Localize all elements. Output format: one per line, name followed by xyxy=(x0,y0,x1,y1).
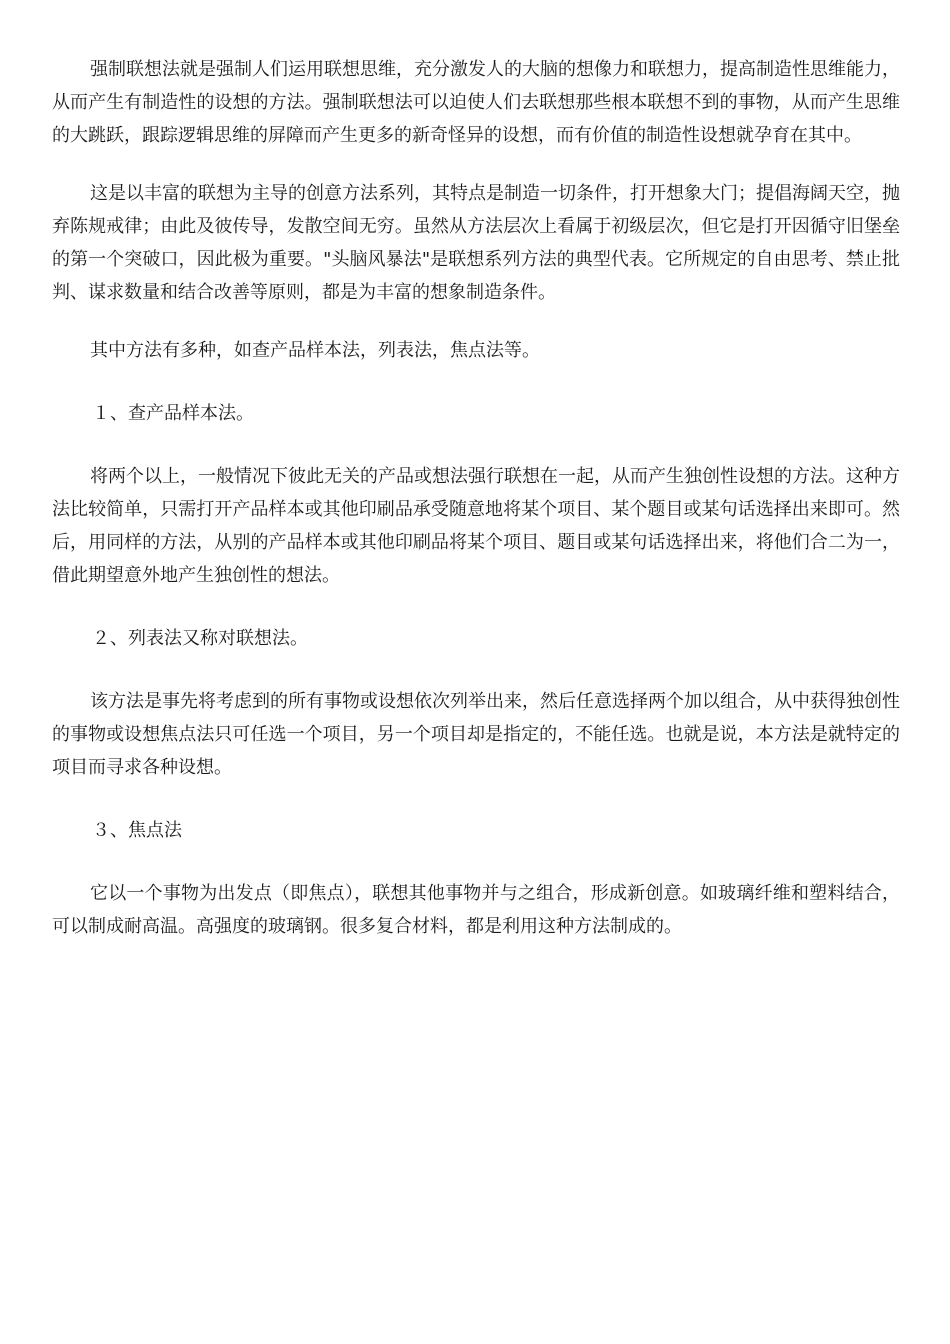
section-heading-list-method: ２、列表法又称对联想法。 xyxy=(92,628,308,649)
paragraph-methods-overview: 其中方法有多种，如查产品样本法，列表法，焦点法等。 xyxy=(90,340,540,361)
section-heading-focus-method: ３、焦点法 xyxy=(92,820,182,841)
section-body-product-sample: 将两个以上，一般情况下彼此无关的产品或想法强行联想在一起，从而产生独创性设想的方法。这种方法比较简单，只需打开产品样本或其他印刷品承受随意地将某个项目、某个题目或某句话选择出来即可。然后，用同样的方法，从别的产品样本或其他印刷品将某个项目、题目或某句话选择出来，将他们合二为一，借此期望意外地产生独创性的想法。 xyxy=(52,466,900,586)
section-body-focus-method: 它以一个事物为出发点（即焦点），联想其他事物并与之组合，形成新创意。如玻璃纤维和塑料结合，可以制成耐高温。高强度的玻璃钢。很多复合材料，都是利用这种方法制成的。 xyxy=(52,883,900,937)
paragraph-intro: 强制联想法就是强制人们运用联想思维，充分激发人的大脑的想像力和联想力，提高制造性思维能力，从而产生有制造性的设想的方法。强制联想法可以迫使人们去联想那些根本联想不到的事物，从而产生思维的大跳跃，跟踪逻辑思维的屏障而产生更多的新奇怪异的设想，而有价值的制造性设想就孕育在其中。 xyxy=(52,59,900,146)
section-heading-product-sample: １、查产品样本法。 xyxy=(92,403,254,424)
section-body-list-method: 该方法是事先将考虑到的所有事物或设想依次列举出来，然后任意选择两个加以组合，从中获得独创性的事物或设想焦点法只可任选一个项目，另一个项目却是指定的，不能任选。也就是说，本方法是就特定的项目而寻求各种设想。 xyxy=(52,691,900,778)
paragraph-association-series: 这是以丰富的联想为主导的创意方法系列，其特点是制造一切条件，打开想象大门；提倡海阔天空，抛弃陈规戒律；由此及彼传导，发散空间无穷。虽然从方法层次上看属于初级层次，但它是打开因循守旧堡垒的第一个突破口，因此极为重要。"头脑风暴法"是联想系列方法的典型代表。它所规定的自由思考、禁止批判、谋求数量和结合改善等原则，都是为丰富的想象制造条件。 xyxy=(52,183,900,303)
